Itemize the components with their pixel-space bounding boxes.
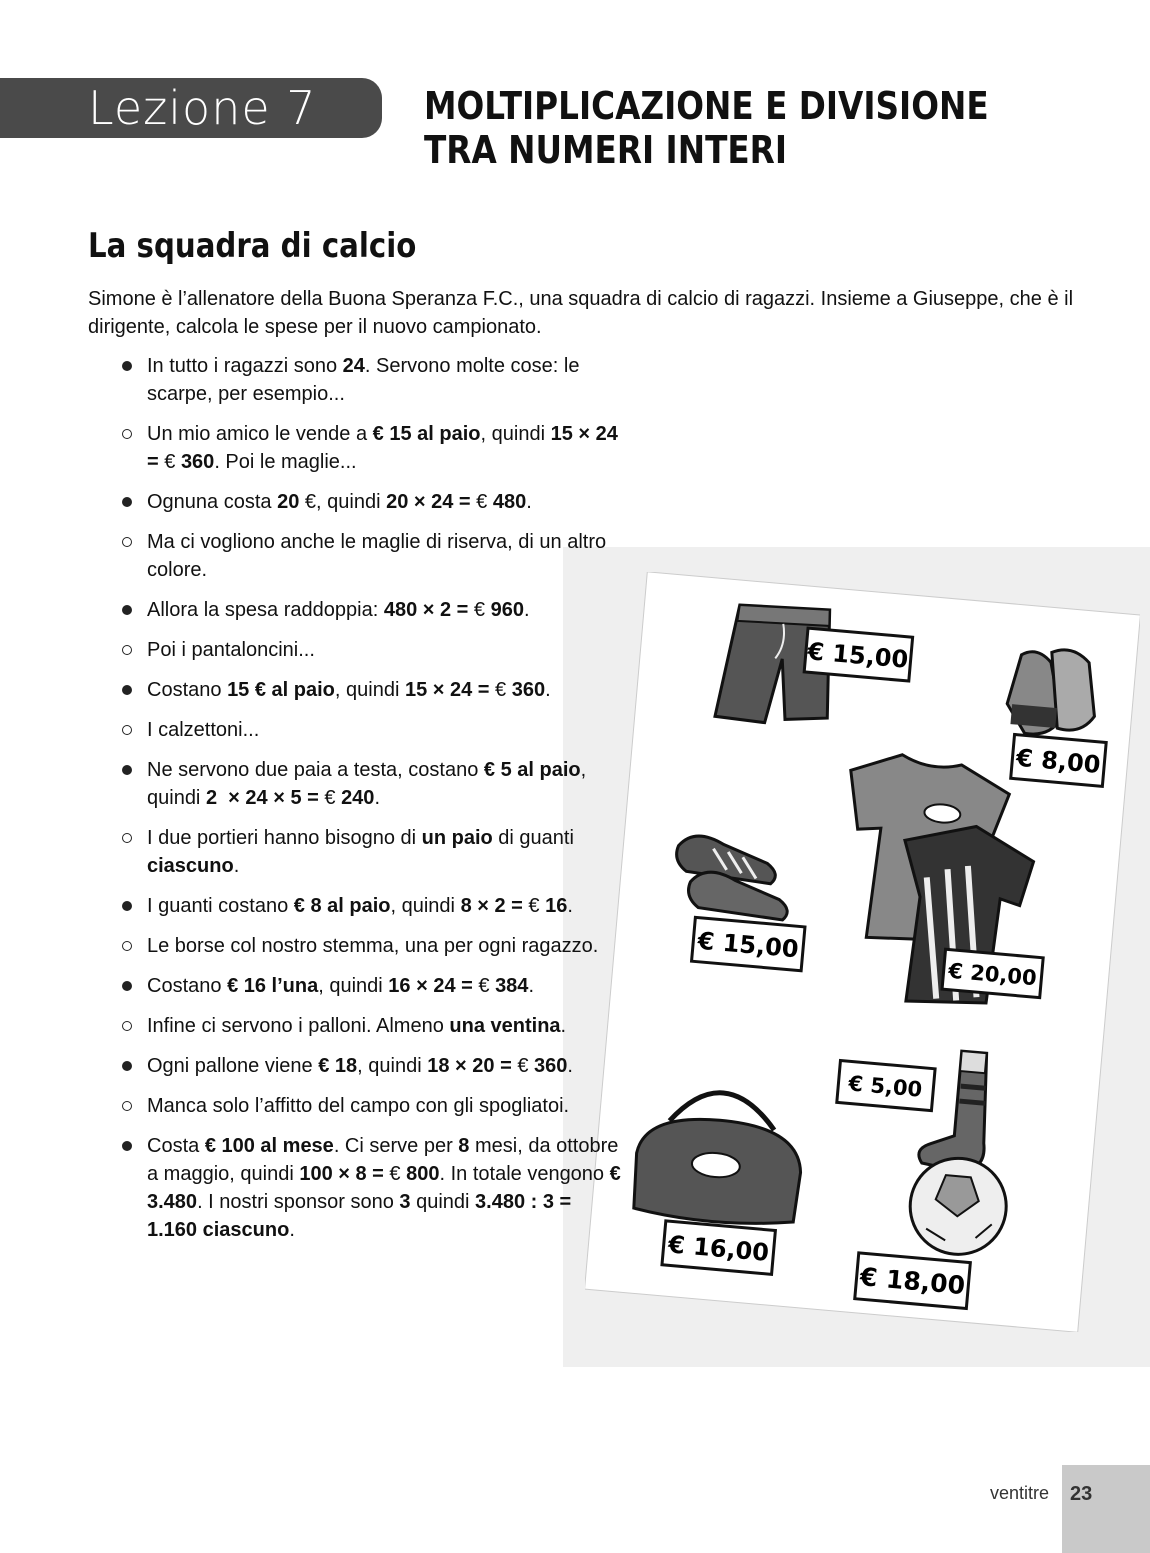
list-item [122, 1012, 622, 1040]
price-tag-shirts-text: € 20,00 [947, 958, 1038, 991]
list-item [122, 892, 622, 920]
page-title-line-2: TRA NUMERI INTERI [424, 128, 788, 172]
open-bullet-icon [122, 725, 132, 735]
price-tag-ball [855, 1253, 971, 1309]
open-bullet-icon [122, 833, 132, 843]
list-item-text: Ogni pallone viene € 18, quindi 18 × 20 = € 360. [147, 1055, 573, 1077]
gloves-image [1005, 645, 1100, 739]
list-item [122, 596, 622, 624]
filled-bullet-icon [122, 605, 132, 615]
page-title [424, 84, 989, 172]
price-tag-gloves-text: € 8,00 [1015, 743, 1102, 780]
list-item [122, 1092, 622, 1120]
list-item [122, 528, 622, 584]
open-bullet-icon [122, 1021, 132, 1031]
price-tag-shoes [692, 917, 805, 970]
list-item-text: Allora la spesa raddoppia: 480 × 2 = € 960. [147, 599, 530, 621]
section-title: La squadra di calcio [88, 226, 417, 266]
list-item [122, 420, 622, 476]
filled-bullet-icon [122, 685, 132, 695]
list-item [122, 716, 622, 744]
cost-list [122, 352, 622, 1256]
list-item-text: Costano 15 € al paio, quindi 15 × 24 = € 360. [147, 679, 551, 701]
filled-bullet-icon [122, 1141, 132, 1151]
list-item-text: Costa € 100 al mese. Ci serve per 8 mesi, da ottobre a maggio, quindi 100 × 8 = € 800. In totale vengono € 3.480. I nostri sponsor sono 3 quindi 3.480 : 3 = 1.160 ciascuno. [147, 1135, 621, 1241]
price-tag-shorts [804, 628, 912, 681]
list-item-text: Le borse col nostro stemma, una per ogni ragazzo. [147, 935, 599, 957]
filled-bullet-icon [122, 901, 132, 911]
list-item-text: I due portieri hanno bisogno di un paio di guanti ciascuno. [147, 827, 574, 877]
price-illustration [585, 572, 1140, 1332]
filled-bullet-icon [122, 981, 132, 991]
price-tag-gloves [1011, 734, 1106, 786]
price-tag-socks [837, 1061, 935, 1111]
filled-bullet-icon [122, 497, 132, 507]
list-item [122, 488, 622, 516]
list-item-text: Un mio amico le vende a € 15 al paio, quindi 15 × 24 = € 360. Poi le maglie... [147, 423, 618, 473]
list-item [122, 1132, 622, 1244]
lesson-label: Lezione 7 [88, 81, 317, 135]
open-bullet-icon [122, 941, 132, 951]
filled-bullet-icon [122, 1061, 132, 1071]
price-tag-shoes-text: € 15,00 [696, 926, 800, 964]
list-item [122, 824, 622, 880]
list-item-text: Manca solo l’affitto del campo con gli spogliatoi. [147, 1095, 570, 1117]
list-item [122, 1052, 622, 1080]
intro-paragraph: Simone è l’allenatore della Buona Speranza F.C., una squadra di calcio di ragazzi. Insieme a Giuseppe, che è il dirigente, calcola le spese per il nuovo campionato. [88, 288, 1074, 338]
page-title-line-1: MOLTIPLICAZIONE E DIVISIONE [424, 84, 989, 128]
list-item [122, 352, 622, 408]
price-tag-shorts-text: € 15,00 [806, 637, 910, 674]
list-item [122, 932, 622, 960]
list-item-text: In tutto i ragazzi sono 24. Servono molte cose: le scarpe, per esempio... [147, 355, 580, 405]
list-item-text: I guanti costano € 8 al paio, quindi 8 × 2 = € 16. [147, 895, 573, 917]
list-item-text: Poi i pantaloncini... [147, 639, 315, 661]
open-bullet-icon [122, 429, 132, 439]
open-bullet-icon [122, 1101, 132, 1111]
list-item [122, 676, 622, 704]
price-tag-socks-text: € 5,00 [847, 1071, 924, 1102]
list-item-text: I calzettoni... [147, 719, 260, 741]
filled-bullet-icon [122, 361, 132, 371]
list-item-text: Infine ci servono i palloni. Almeno una ventina. [147, 1015, 567, 1037]
list-item-text: Ognuna costa 20 €, quindi 20 × 24 = € 480. [147, 491, 532, 513]
list-item-text: Costano € 16 l’una, quindi 16 × 24 = € 384. [147, 975, 534, 997]
page-word: ventitre [990, 1483, 1050, 1503]
list-item [122, 756, 622, 812]
page-number: 23 [1070, 1483, 1093, 1505]
list-item-text: Ma ci vogliono anche le maglie di riserva, di un altro colore. [147, 531, 607, 581]
price-tag-bag-text: € 16,00 [667, 1230, 771, 1267]
open-bullet-icon [122, 537, 132, 547]
page-number-box [1062, 1465, 1150, 1553]
list-item [122, 972, 622, 1000]
list-item-text: Ne servono due paia a testa, costano € 5 al paio, quindi 2 × 24 × 5 = € 240. [147, 759, 587, 809]
lesson-tab [0, 78, 382, 138]
filled-bullet-icon [122, 765, 132, 775]
price-tag-ball-text: € 18,00 [858, 1262, 967, 1301]
open-bullet-icon [122, 645, 132, 655]
list-item [122, 636, 622, 664]
price-tag-bag [662, 1221, 775, 1274]
price-tag-shirts [942, 949, 1043, 997]
